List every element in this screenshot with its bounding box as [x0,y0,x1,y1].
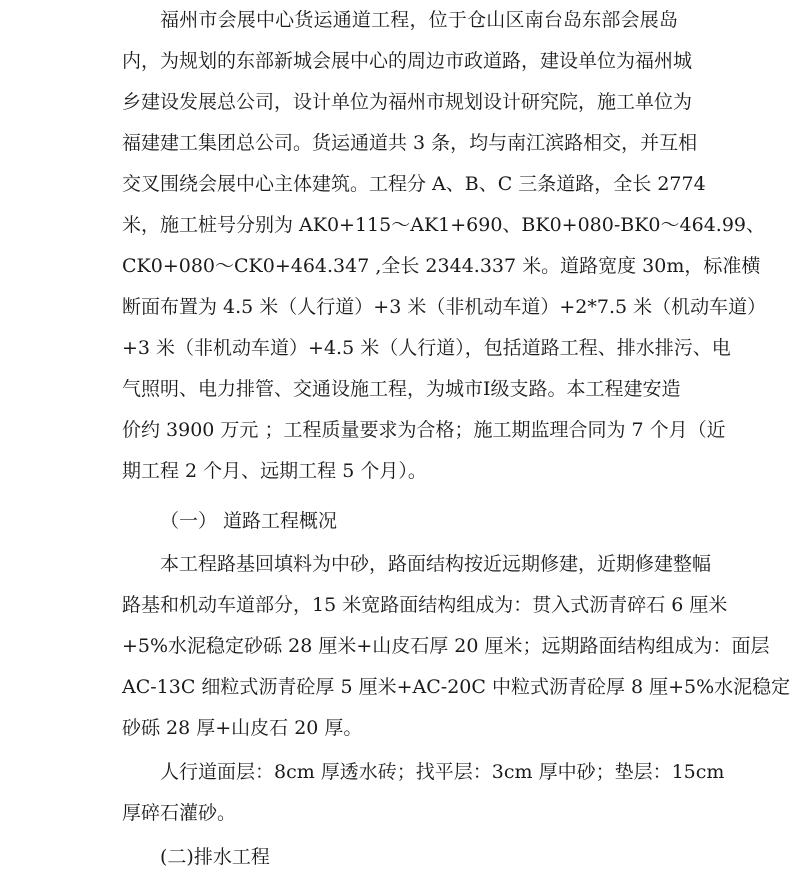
overview-line-8: 断面布置为 4.5 米（人行道）+3 米（非机动车道）+2*7.5 米（机动车道） [122,296,767,318]
section-heading-road: （一） 道路工程概况 [160,510,338,532]
road-para1-line-3: +5%水泥稳定砂砾 28 厘米+山皮石厚 20 厘米；远期路面结构组成为：面层 [122,635,770,657]
road-para1-line-1: 本工程路基回填料为中砂，路面结构按近远期修建，近期修建整幅 [160,553,712,575]
overview-line-2: 内，为规划的东部新城会展中心的周边市政道路，建设单位为福州城 [122,50,693,72]
overview-line-1: 福州市会展中心货运通道工程，位于仓山区南台岛东部会展岛 [160,9,678,31]
road-para2-line-1: 人行道面层：8cm 厚透水砖；找平层：3cm 厚中砂；垫层：15cm [160,761,725,783]
overview-line-5: 交叉围绕会展中心主体建筑。工程分 A、B、C 三条道路，全长 2774 [122,173,706,195]
overview-line-9: +3 米（非机动车道）+4.5 米（人行道），包括道路工程、排水排污、电 [122,337,731,359]
road-para1-line-5: 砂砾 28 厚+山皮石 20 厚。 [122,717,363,739]
overview-line-12: 期工程 2 个月、远期工程 5 个月）。 [122,460,427,482]
overview-line-6: 米，施工桩号分别为 AK0+115～AK1+690、BK0+080-BK0～464.99、 [122,214,765,236]
overview-line-4: 福建建工集团总公司。货运通道共 3 条，均与南江滨路相交，并互相 [122,132,698,154]
section-heading-drainage: (二)排水工程 [160,846,270,868]
road-para1-line-4: AC-13C 细粒式沥青砼厚 5 厘米+AC-20C 中粒式沥青砼厚 8 厘+5%水泥稳定 [122,676,791,698]
overview-line-11: 价约 3900 万元 ；工程质量要求为合格；施工期监理合同为 7 个月（近 [122,419,726,441]
road-para2-line-2: 厚碎石灌砂。 [122,802,237,824]
overview-line-7: CK0+080～CK0+464.347 ,全长 2344.337 米。道路宽度 30m，标准横 [122,255,761,277]
road-para1-line-2: 路基和机动车道部分，15 米宽路面结构组成为：贯入式沥青碎石 6 厘米 [122,594,728,616]
overview-line-10: 气照明、电力排管、交通设施工程，为城市Ⅰ级支路。本工程建安造 [122,378,681,400]
overview-line-3: 乡建设发展总公司，设计单位为福州市规划设计研究院，施工单位为 [122,91,693,113]
